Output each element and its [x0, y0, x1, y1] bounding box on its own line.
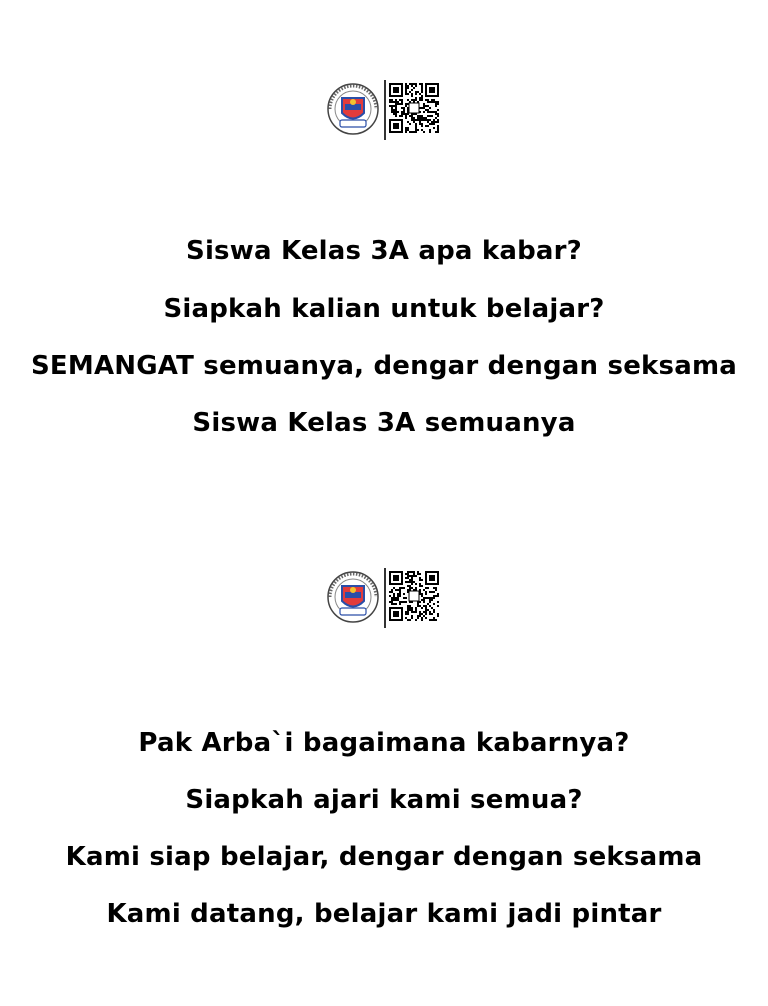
- greeting-line-1: Siswa Kelas 3A apa kabar?: [186, 236, 582, 266]
- greeting-line-3: SEMANGAT semuanya, dengar dengan seksama: [31, 351, 737, 381]
- logo-divider: [384, 568, 386, 628]
- logo-divider: [384, 80, 386, 140]
- greeting-line-1: Pak Arba`i bagaimana kabarnya?: [138, 728, 630, 758]
- greeting-line-2: Siapkah kalian untuk belajar?: [163, 294, 605, 324]
- qr-code-icon: [389, 571, 439, 621]
- greeting-line-4: Kami datang, belajar kami jadi pintar: [106, 899, 662, 929]
- qr-code-icon: [389, 83, 439, 133]
- greeting-section-1: [0, 78, 768, 438]
- greeting-line-4: Siswa Kelas 3A semuanya: [192, 408, 576, 438]
- school-seal-icon: [326, 82, 380, 136]
- greeting-line-2: Siapkah ajari kami semua?: [185, 785, 583, 815]
- logo-row: [0, 566, 768, 630]
- logo-row: [0, 78, 768, 142]
- greeting-section-2: [0, 566, 768, 929]
- school-seal-icon: [326, 570, 380, 624]
- greeting-line-3: Kami siap belajar, dengar dengan seksama: [65, 842, 703, 872]
